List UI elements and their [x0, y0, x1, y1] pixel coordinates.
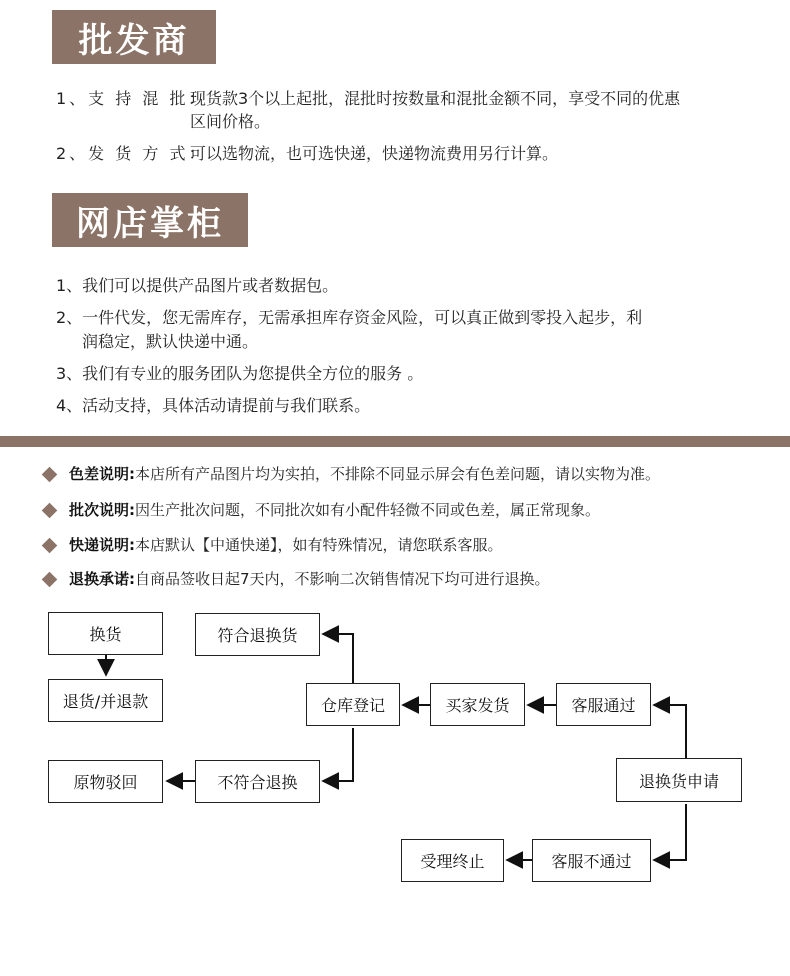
- flow-box-exchange: 换货: [48, 612, 163, 655]
- notice-text: 因生产批次问题，不同批次如有小配件轻微不同或色差，属正常现象。: [135, 501, 601, 519]
- flow-box-apply: 退换货申请: [616, 758, 742, 802]
- section-title-shopkeeper: 网店掌柜: [52, 193, 248, 247]
- flow-box-terminate: 受理终止: [401, 839, 504, 882]
- arrow-warehouse-to-eligible: [323, 634, 353, 683]
- wholesale-item-1-label: 1、支 持 混 批：: [56, 89, 208, 108]
- wholesale-item-2-text: 可以选物流，也可选快递，快递物流费用另行计算。: [190, 144, 559, 163]
- flow-box-refund: 退货/并退款: [48, 679, 163, 722]
- shopkeeper-item-1: 1、我们可以提供产品图片或者数据包。: [56, 276, 339, 295]
- notice-text: 本店所有产品图片均为实拍，不排除不同显示屏会有色差问题，请以实物为准。: [135, 465, 661, 483]
- notice-label: 退换承诺:: [69, 570, 135, 588]
- notice-text: 本店默认【中通快递】，如有特殊情况，请您联系客服。: [135, 536, 503, 554]
- notice-label: 快递说明:: [69, 536, 135, 554]
- arrow-warehouse-to-not-eligible: [323, 728, 353, 781]
- flow-box-eligible: 符合退换货: [195, 613, 320, 656]
- section-title-wholesale: 批发商: [52, 10, 216, 64]
- notice-label: 批次说明:: [69, 501, 135, 519]
- notice-label: 色差说明:: [69, 465, 135, 483]
- shopkeeper-item-4: 4、活动支持，具体活动请提前与我们联系。: [56, 396, 371, 415]
- wholesale-item-1-text-cont: 区间价格。: [190, 112, 271, 131]
- arrow-apply-to-cs-fail: [654, 804, 686, 860]
- shopkeeper-item-3: 3、我们有专业的服务团队为您提供全方位的服务 。: [56, 364, 424, 383]
- wholesale-item-2-label: 2、发 货 方 式：: [56, 144, 208, 163]
- flow-box-not-eligible: 不符合退换: [195, 760, 320, 803]
- flow-box-buyer-ship: 买家发货: [430, 683, 525, 726]
- shopkeeper-item-2: 2、一件代发，您无需库存，无需承担库存资金风险，可以真正做到零投入起步，利: [56, 308, 643, 327]
- wholesale-item-1-text: 现货款3个以上起批，混批时按数量和混批金额不同，享受不同的优惠: [190, 89, 681, 108]
- arrow-apply-to-cs-pass: [654, 705, 686, 758]
- flow-box-warehouse: 仓库登记: [306, 683, 400, 726]
- shopkeeper-item-2-cont: 润稳定，默认快递中通。: [82, 332, 259, 351]
- notice-text: 自商品签收日起7天内，不影响二次销售情况下均可进行退换。: [135, 570, 550, 588]
- flow-box-return-original: 原物驳回: [48, 760, 163, 803]
- flow-box-cs-pass: 客服通过: [556, 683, 651, 726]
- flow-box-cs-fail: 客服不通过: [532, 839, 651, 882]
